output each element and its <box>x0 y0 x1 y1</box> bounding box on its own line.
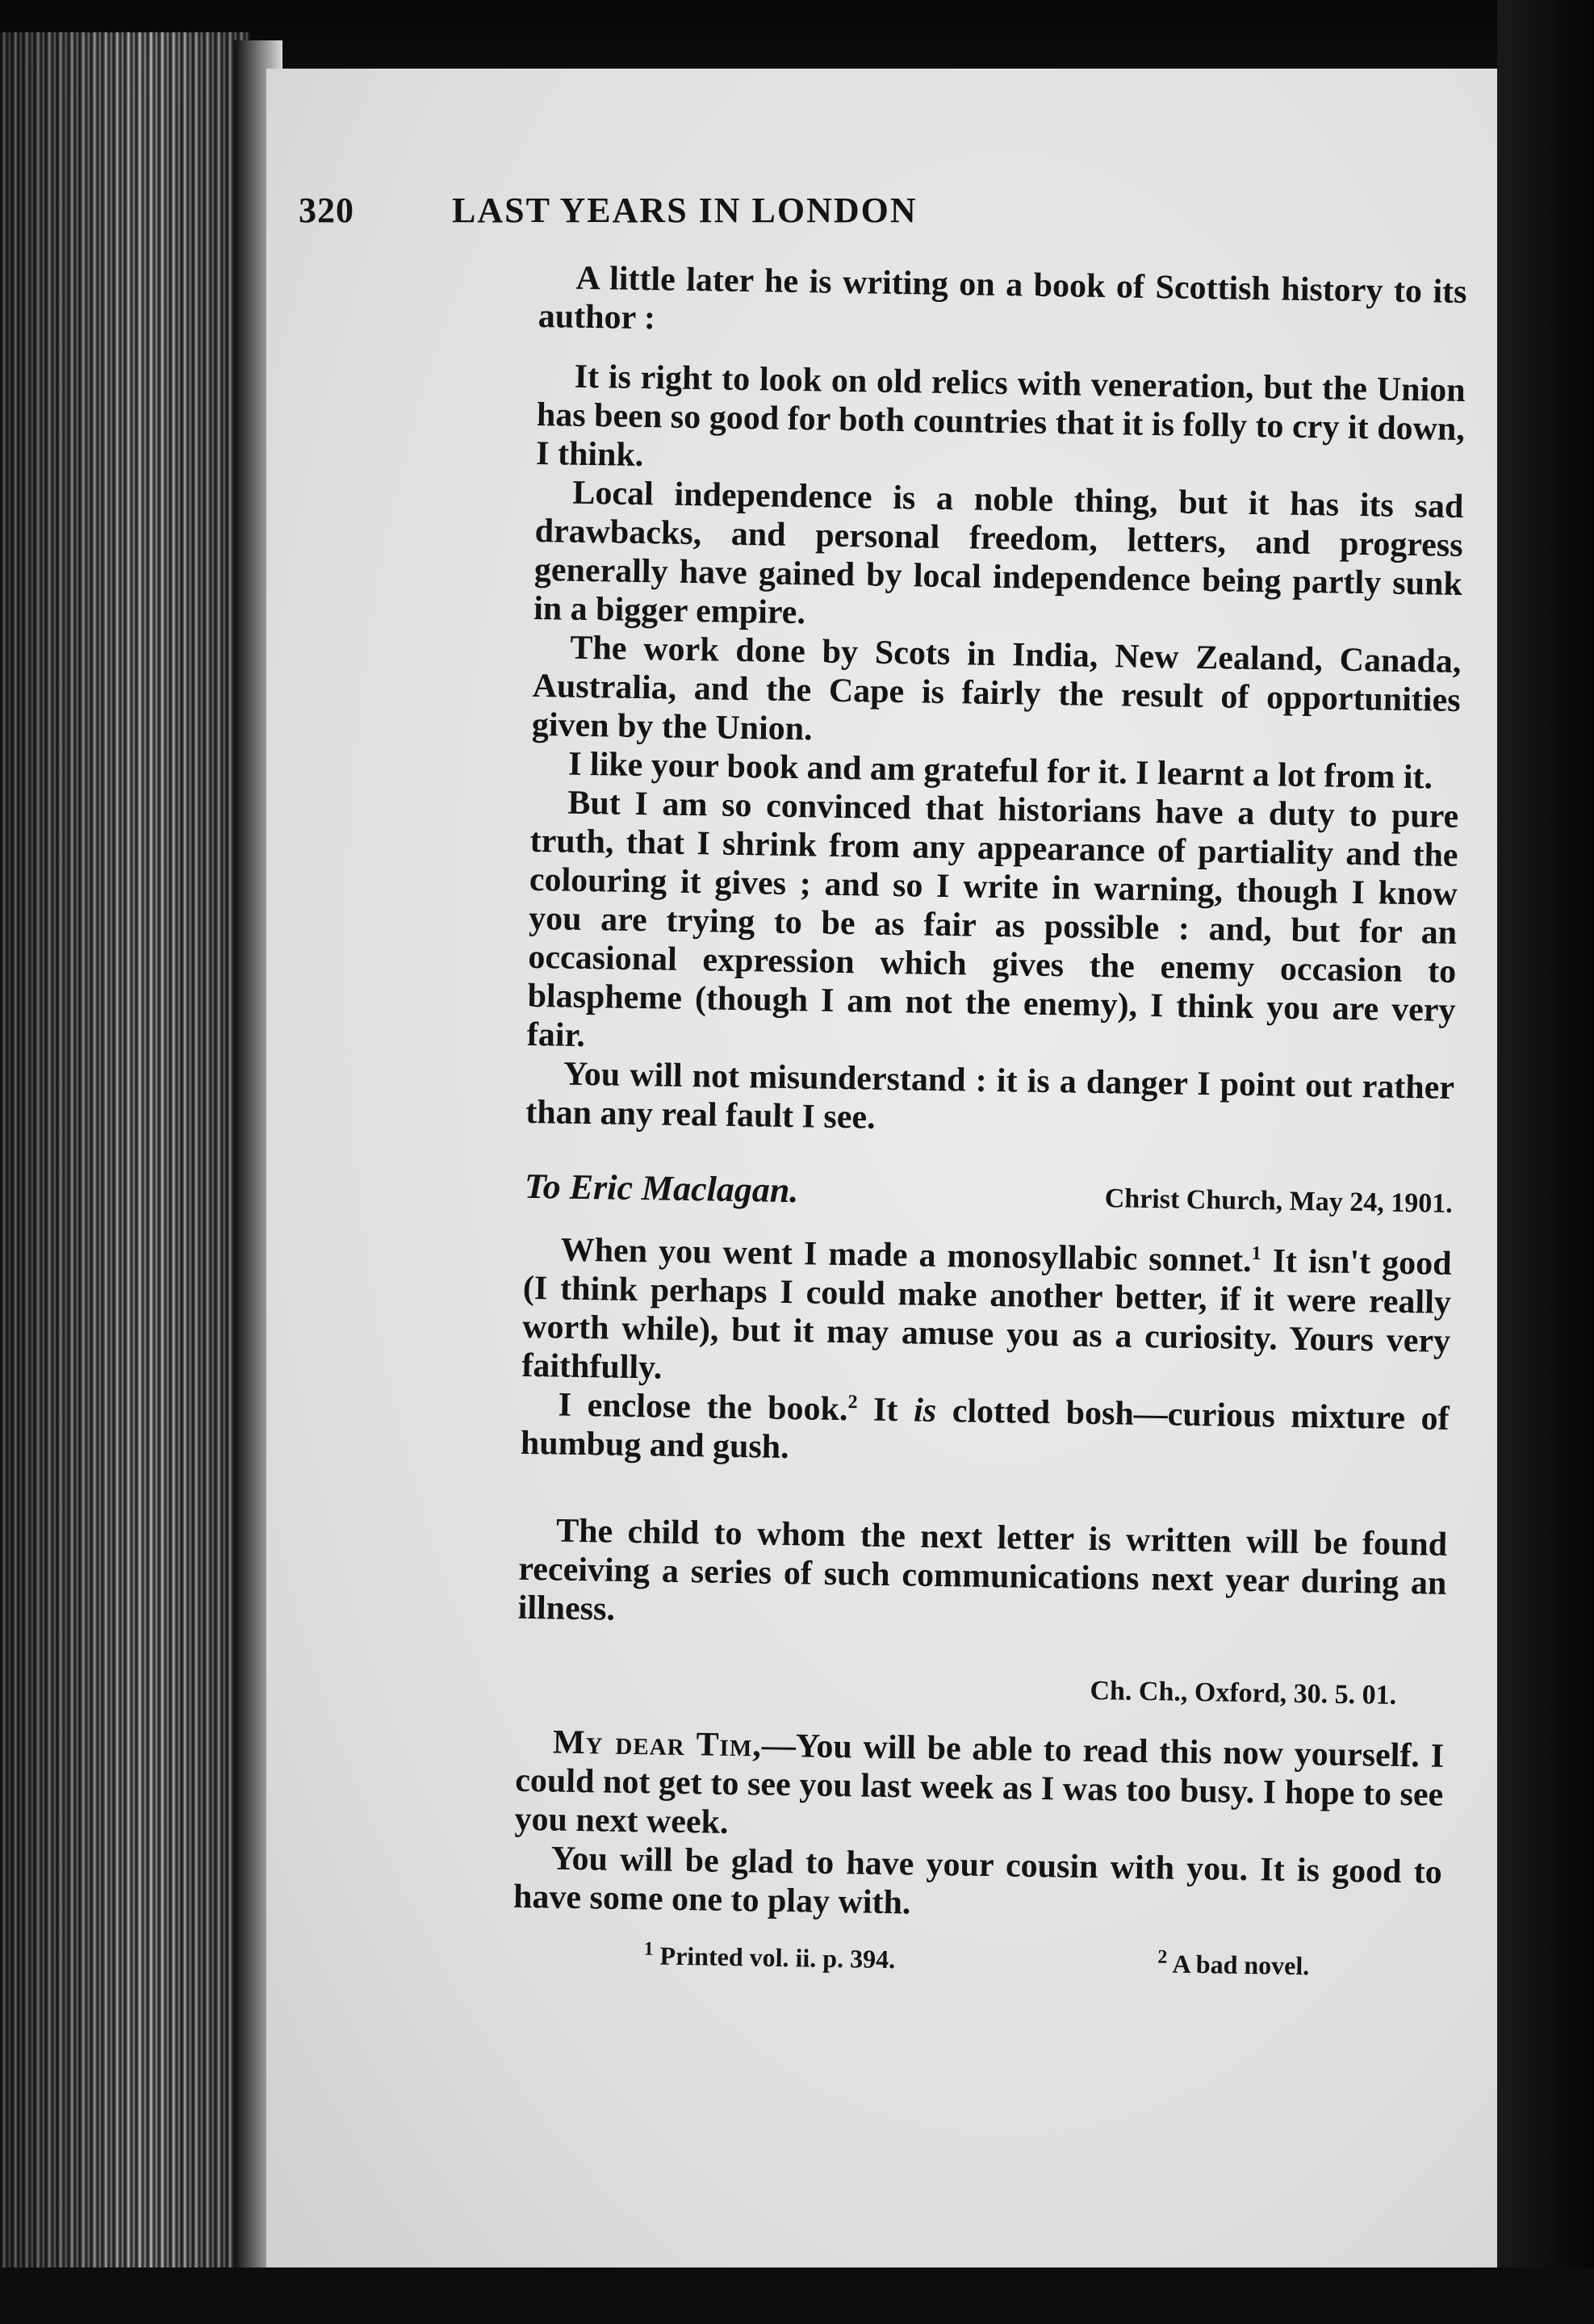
letter3-paragraph: My dear Tim,—You will be able to read this now yourself. I could not get to see you last week as I was too busy. I hope to see you next week. <box>514 1723 1445 1841</box>
letter-dateline: Ch. Ch., Oxford, 30. 5. 01. <box>1090 1675 1397 1711</box>
letter-tim <box>513 1723 1445 1931</box>
letter3-paragraph: You will be glad to have your cousin with you. It is good to have some one to play with. <box>513 1840 1443 1922</box>
page-body <box>513 258 1467 1987</box>
scan-border-right <box>1497 0 1594 2324</box>
book-page-edges <box>0 32 250 2293</box>
letter1-paragraph: Local independence is a noble thing, but it has its sad drawbacks, and personal freedom, letters, and progress generally have gained by local independence being partly sunk in a bigger empire. <box>533 474 1464 632</box>
letter2-paragraph: I enclose the book.$^2$ It is clotted bosh—curious mixture of humbug and gush. <box>520 1386 1450 1467</box>
page-number: 320 <box>299 191 354 230</box>
letter-scottish-history <box>525 357 1466 1146</box>
running-head <box>299 190 1291 231</box>
letter1-paragraph: The work done by Scots in India, New Zealand, Canada, Australia, and the Cape is fairly the result of opportunities given by the Union. <box>531 629 1462 748</box>
letter1-paragraph: You will not misunderstand : it is a danger I point out rather than any real fault I see. <box>525 1055 1455 1137</box>
salutation: My dear Tim, <box>552 1723 763 1765</box>
scan-border-bottom <box>0 2267 1594 2324</box>
footnote: $^1$ Printed vol. ii. p. 394. <box>643 1938 896 1974</box>
letter1-paragraph: It is right to look on old relics with veneration, but the Union has been so good for both countries that it is folly to cry it down, I think. <box>535 358 1466 475</box>
letter-recipient: To Eric Maclagan. <box>524 1166 799 1211</box>
bridge-paragraph: The child to whom the next letter is written will be found receiving a series of such communications next year during an illness. <box>517 1512 1448 1628</box>
footnote-ref: 2 <box>847 1392 858 1413</box>
letter1-paragraph: But I am so convinced that historians have a duty to pure truth, that I shrink from any appearance of partiality and the colouring it gives ; and so I write in warning, though I know you are trying to be as fair as possible : and, but for an occasional expression which gives the enemy occasion to blaspheme (though I am not the enemy), I think you are very fair. <box>526 784 1459 1055</box>
letter2-paragraph: When you went I made a monosyllabic sonnet.$^1$ It isn't good (I think perhaps I could make another better, if it were really worth while), but it may amuse you as a curiosity. Yours very faithfully. <box>521 1231 1452 1387</box>
letter-place-date: Christ Church, May 24, 1901. <box>1104 1183 1454 1219</box>
letter1-paragraph: I like your book and am grateful for it. I learnt a lot from it. <box>567 745 1433 797</box>
running-head-title: LAST YEARS IN LONDON <box>452 191 918 230</box>
footnote-ref: 1 <box>1251 1243 1261 1265</box>
intro-paragraph: A little later he is writing on a book of Scottish history to its author : <box>538 259 1467 337</box>
letter-eric-maclagan <box>521 1230 1452 1477</box>
footnote: $^2$ A bad novel. <box>1157 1946 1310 1981</box>
